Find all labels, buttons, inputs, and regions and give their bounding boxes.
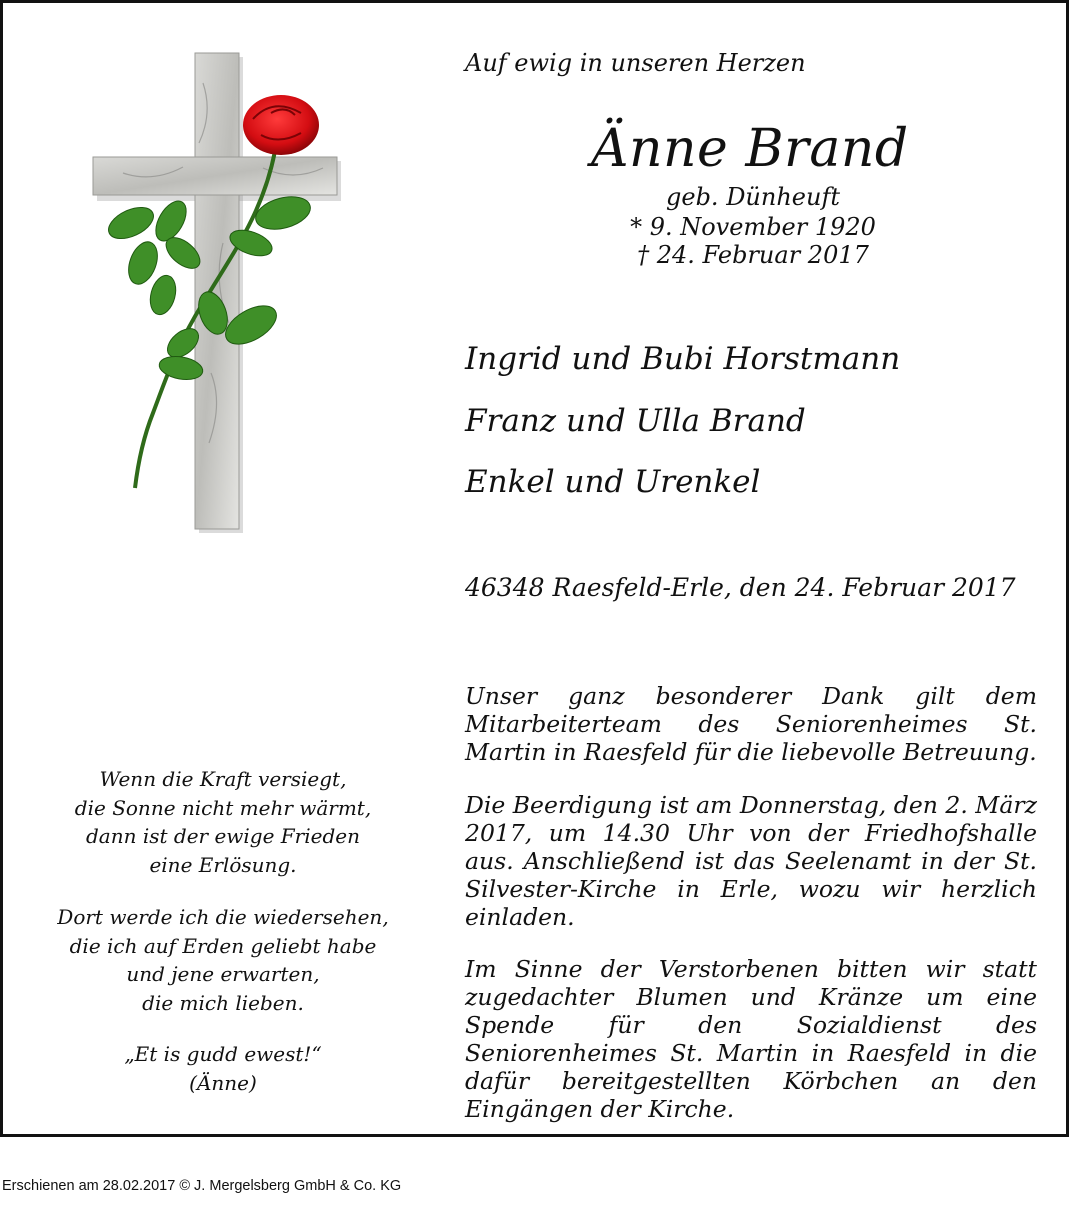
family-line: Ingrid und Bubi Horstmann bbox=[465, 341, 901, 377]
poem-line: dann ist der ewige Frieden bbox=[86, 824, 360, 848]
death-date: † 24. Februar 2017 bbox=[637, 241, 869, 269]
deceased-name: Änne Brand bbox=[591, 119, 909, 179]
born-name: geb. Dünheuft bbox=[666, 183, 840, 211]
poem-line: die ich auf Erden geliebt habe bbox=[69, 933, 377, 958]
poem-line: Dort werde ich die wiedersehen, bbox=[57, 905, 389, 929]
birth-date: * 9. November 1920 bbox=[630, 213, 876, 241]
family-line: Enkel und Urenkel bbox=[465, 464, 761, 500]
poem-quote bbox=[23, 1040, 423, 1097]
publication-credit: Erschienen am 28.02.2017 © J. Mergelsberg GmbH & Co. KG bbox=[2, 1178, 402, 1194]
family-line: Franz und Ulla Brand bbox=[465, 403, 806, 439]
poem-stanza bbox=[23, 903, 423, 1017]
poem-line: Wenn die Kraft versiegt, bbox=[99, 767, 347, 791]
donation-paragraph: Im Sinne der Verstorbenen bitten wir statt zugedachter Blumen und Kränze um eine Spende für den Sozialdienst des Seniorenheimes St. Martin in Raesfeld in die dafür bereitgestellten Körbchen an den Eingängen der Kirche. bbox=[465, 955, 1037, 1123]
poem-line: die mich lieben. bbox=[142, 990, 304, 1015]
place-date: 46348 Raesfeld-Erle, den 24. Februar 2017 bbox=[465, 573, 1016, 602]
motto: Auf ewig in unseren Herzen bbox=[465, 49, 806, 77]
poem-line: eine Erlösung. bbox=[149, 852, 297, 877]
poem-line: die Sonne nicht mehr wärmt, bbox=[74, 795, 372, 820]
poem-line: (Änne) bbox=[189, 1070, 257, 1095]
poem-stanza bbox=[23, 765, 423, 879]
poem-line: und jene erwarten, bbox=[126, 962, 320, 986]
funeral-paragraph: Die Beerdigung ist am Donnerstag, den 2. März 2017, um 14.30 Uhr von der Friedhofshalle aus. Anschließend ist das Seelenamt in der St. Silvester-Kirche in Erle, wozu wir herzlich einladen. bbox=[465, 791, 1037, 931]
cross-with-rose-icon bbox=[83, 43, 343, 533]
poem-line: „Et is gudd ewest!“ bbox=[124, 1042, 322, 1066]
thanks-paragraph: Unser ganz besonderer Dank gilt dem Mitarbeiterteam des Seniorenheimes St. Martin in Raesfeld für die liebevolle Betreuung. bbox=[465, 682, 1037, 766]
